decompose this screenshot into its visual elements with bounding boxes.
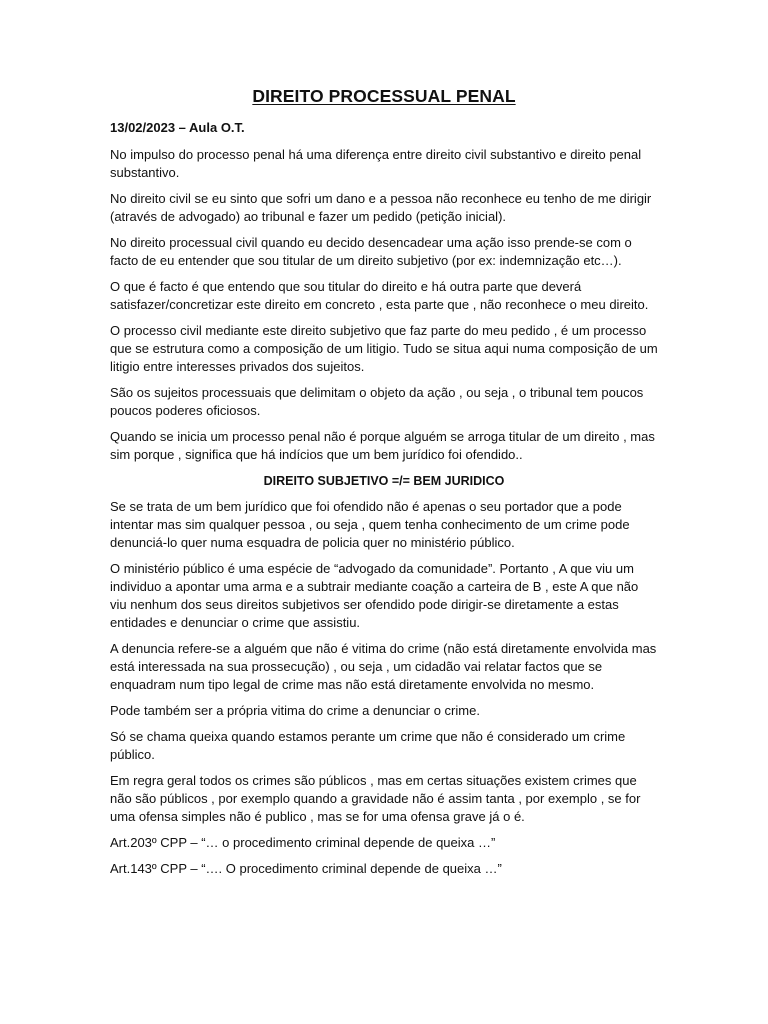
article-143-citation: Art.143º CPP – “…. O procedimento criminal depende de queixa …” [110, 861, 502, 876]
paragraph-6: São os sujeitos processuais que delimitam o objeto da ação , ou seja , o tribunal tem poucos poucos poderes oficiosos. [110, 385, 644, 418]
center-heading: DIREITO SUBJETIVO =/= BEM JURIDICO [263, 474, 505, 488]
paragraph-9: O ministério público é uma espécie de “advogado da comunidade”. Portanto , A que viu um individuo a apontar uma arma e a subtrair mediante coação a carteira de B , este A que não viu nenhum dos seus direitos subjetivos ser ofendido pode dirigir-se diretamente a estas entidades e denunciar o crime que assistiu. [110, 561, 639, 630]
paragraph-1: No impulso do processo penal há uma diferença entre direito civil substantivo e direito penal substantivo. [110, 147, 642, 180]
date-line: 13/02/2023 – Aula O.T. [110, 120, 245, 135]
paragraph-3: No direito processual civil quando eu decido desencadear uma ação isso prende-se com o facto de eu entender que sou titular de um direito subjetivo (por ex: indemnização etc…). [110, 235, 632, 268]
article-203-citation: Art.203º CPP – “… o procedimento criminal depende de queixa …” [110, 835, 496, 850]
paragraph-12: Só se chama queixa quando estamos perante um crime que não é considerado um crime público. [110, 729, 626, 762]
paragraph-2: No direito civil se eu sinto que sofri um dano e a pessoa não reconhece eu tenho de me dirigir (através de advogado) ao tribunal e fazer um pedido (petição inicial). [110, 191, 652, 224]
paragraph-10: A denuncia refere-se a alguém que não é vitima do crime (não está diretamente envolvida mas está interessada na sua prossecução) , ou seja , um cidadão vai relatar factos que se enquadram num tipo legal de crime mas não está diretamente envolvida no mesmo. [110, 641, 657, 692]
paragraph-8: Se se trata de um bem jurídico que foi ofendido não é apenas o seu portador que a pode intentar mas sim qualquer pessoa , ou seja , quem tenha conhecimento de um crime pode denunciá-lo quer numa esquadra de policia quer no ministério público. [110, 499, 630, 550]
paragraph-5: O processo civil mediante este direito subjetivo que faz parte do meu pedido , é um processo que se estrutura como a composição de um litigio. Tudo se situa aqui numa composição de um litigio entre interesses privados dos sujeitos. [110, 323, 658, 374]
document-title: DIREITO PROCESSUAL PENAL [252, 86, 516, 106]
paragraph-13: Em regra geral todos os crimes são públicos , mas em certas situações existem crimes que não são públicos , por exemplo quando a gravidade não é assim tanta , por exemplo , se for uma ofensa simples não é publico , mas se for uma ofensa grave já o é. [110, 773, 641, 824]
paragraph-4: O que é facto é que entendo que sou titular do direito e há outra parte que deverá satisfazer/concretizar este direito em concreto , esta parte que , não reconhece o meu direito. [110, 279, 649, 312]
paragraph-11: Pode também ser a própria vitima do crime a denunciar o crime. [110, 703, 480, 718]
paragraph-7: Quando se inicia um processo penal não é porque alguém se arroga titular de um direito , mas sim porque , significa que há indícios que um bem jurídico foi ofendido.. [110, 429, 655, 462]
